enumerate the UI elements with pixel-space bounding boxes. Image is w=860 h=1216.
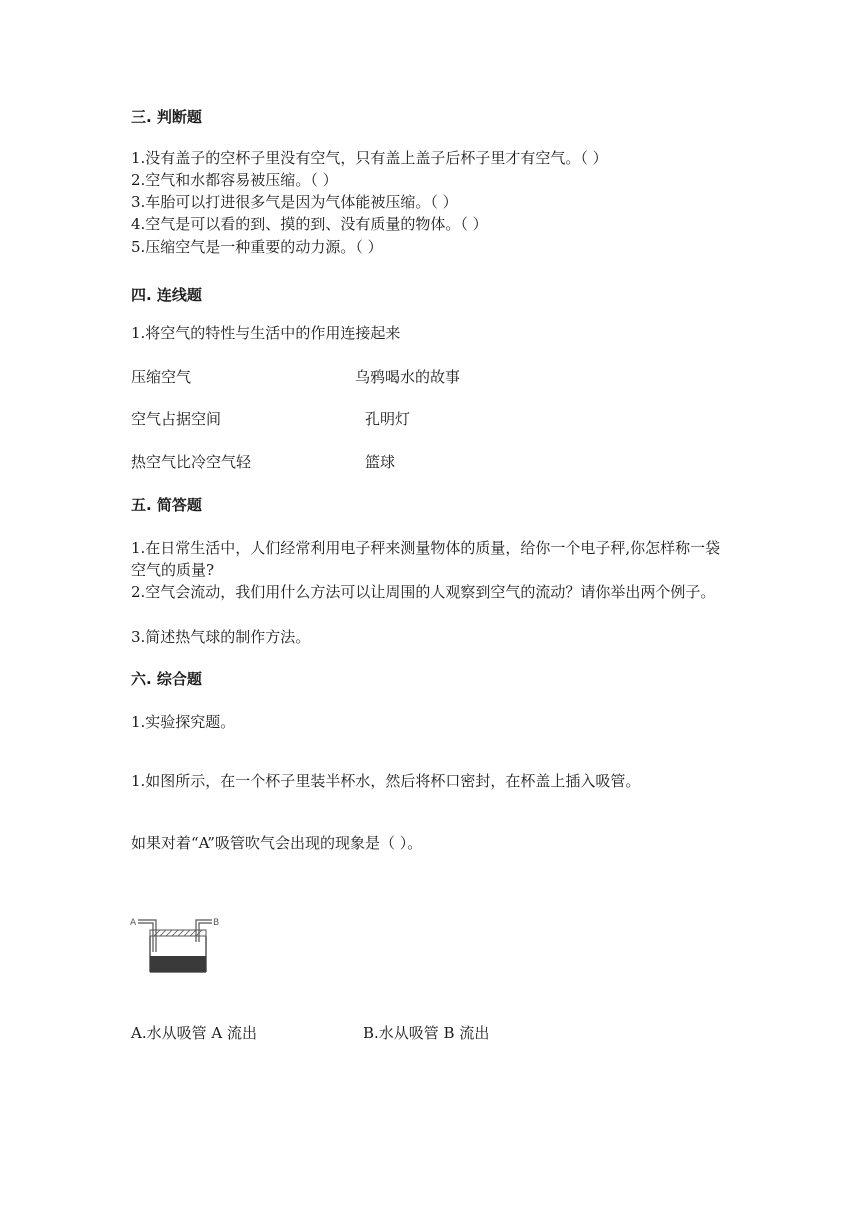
short-item: 3.简述热气球的制作方法。 (131, 628, 311, 646)
match-left-item: 空气占据空间 (131, 410, 222, 428)
match-right-item: 乌鸦喝水的故事 (355, 368, 461, 386)
label-b: B (213, 918, 220, 928)
option-b: B.水从吸管 B 流出 (363, 1024, 490, 1042)
section-short-title: 五. 简答题 (131, 496, 202, 514)
match-left-item: 压缩空气 (131, 368, 192, 386)
short-item: 1.在日常生活中，人们经常利用电子秤来测量物体的质量，给你一个电子秤,你怎样称一袋空气的质量? (131, 539, 721, 579)
comprehensive-intro: 1.实验探究题。 (131, 713, 236, 731)
judge-item: 3.车胎可以打进很多气是因为气体能被压缩。（ ） (131, 193, 458, 211)
comprehensive-question: 1.如图所示，在一个杯子里装半杯水，然后将杯口密封，在杯盖上插入吸管。 (131, 772, 641, 790)
match-right-item: 孔明灯 (365, 410, 411, 428)
cup-straws-figure (130, 912, 220, 974)
comprehensive-subquestion: 如果对着“A”吸管吹气会出现的现象是（ ）。 (131, 834, 423, 852)
judge-item: 4.空气是可以看的到、摸的到、没有质量的物体。（ ） (131, 215, 488, 233)
judge-item: 1.没有盖子的空杯子里没有空气，只有盖上盖子后杯子里才有空气。（ ） (131, 149, 608, 167)
section-match-title: 四. 连线题 (131, 286, 202, 304)
short-item: 2.空气会流动，我们用什么方法可以让周围的人观察到空气的流动？请你举出两个例子。 (131, 583, 716, 601)
section-judge-title: 三. 判断题 (131, 108, 202, 126)
match-prompt: 1.将空气的特性与生活中的作用连接起来 (131, 324, 401, 342)
judge-item: 2.空气和水都容易被压缩。（ ） (131, 171, 338, 189)
judge-item: 5.压缩空气是一种重要的动力源。（ ） (131, 238, 383, 256)
match-left-item: 热空气比冷空气轻 (131, 453, 252, 471)
match-right-item: 篮球 (365, 453, 396, 471)
option-a: A.水从吸管 A 流出 (131, 1024, 257, 1042)
section-comprehensive-title: 六. 综合题 (131, 670, 202, 688)
water-fill (150, 956, 206, 972)
label-a: A (130, 918, 137, 928)
